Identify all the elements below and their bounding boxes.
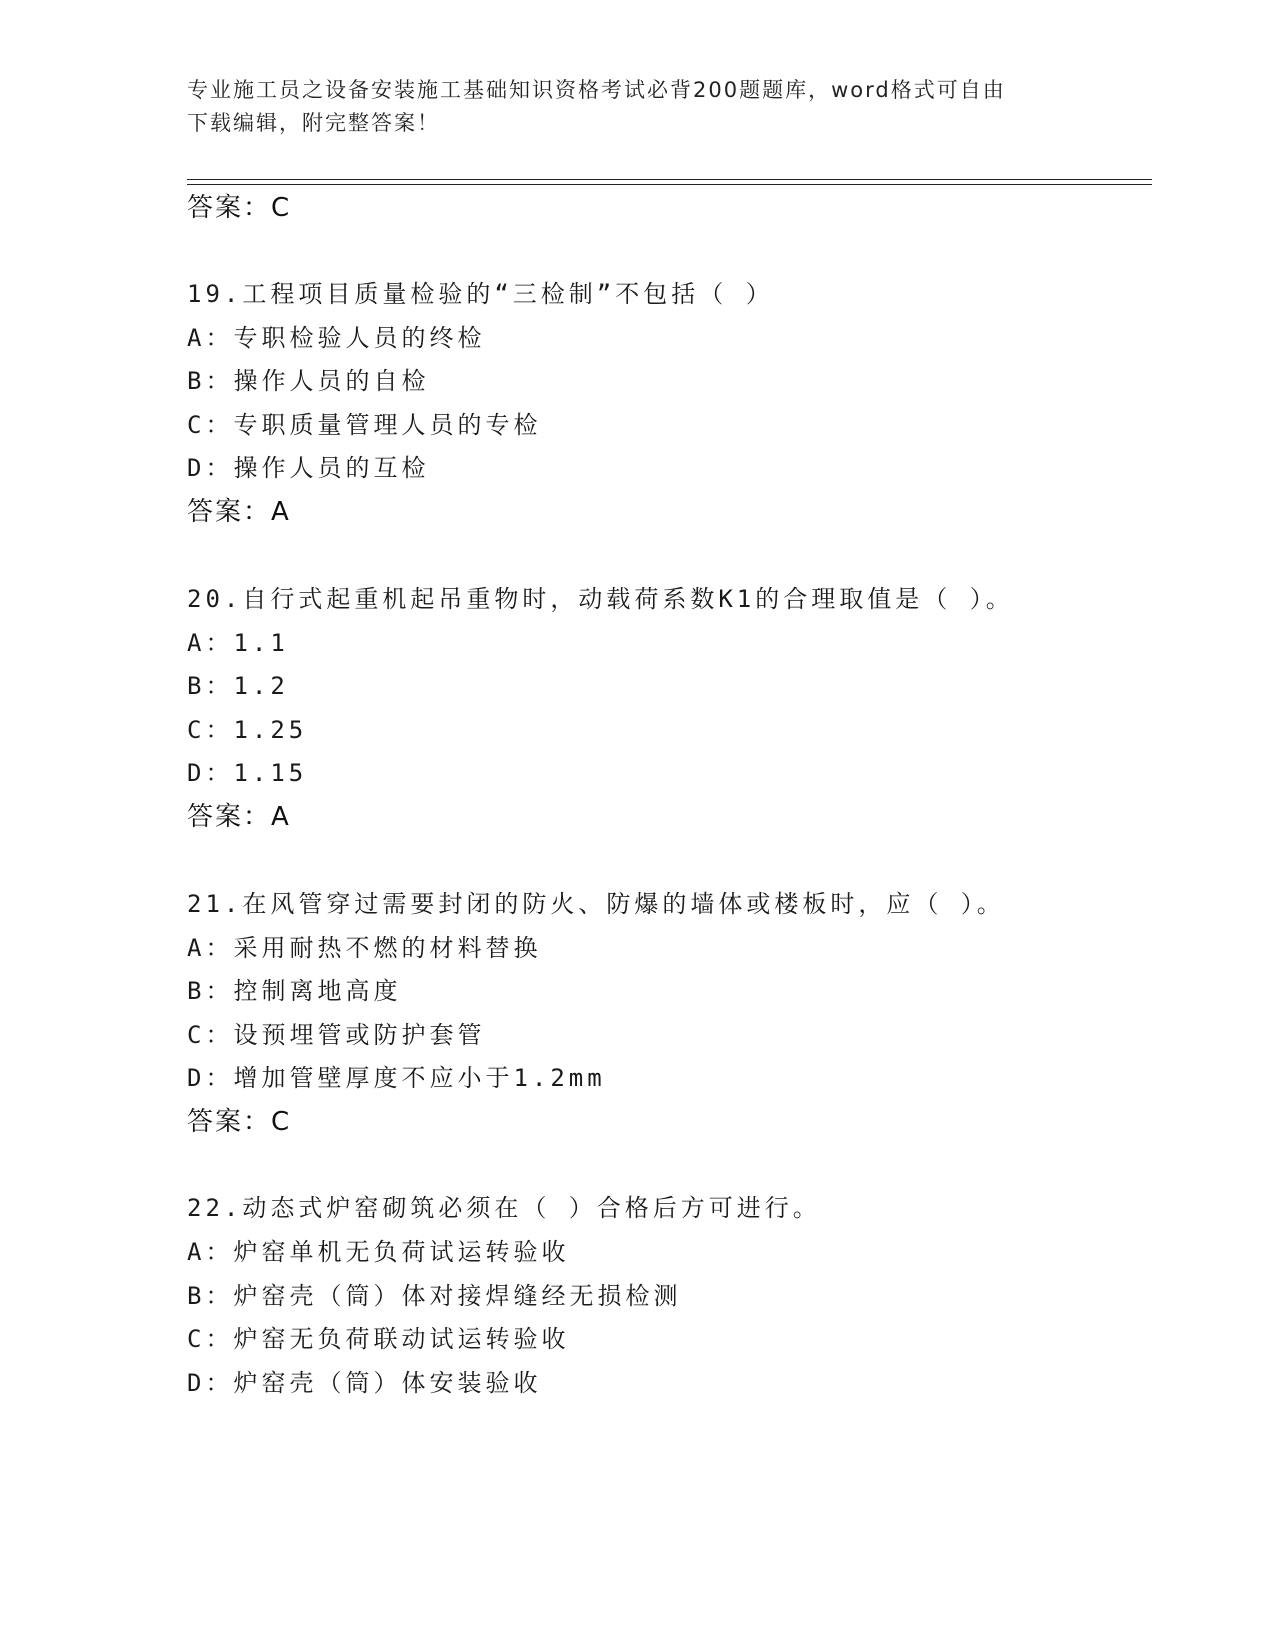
question-stem: 20.自行式起重机起吊重物时，动载荷系数K1的合理取值是（ ）。 [187,585,1014,613]
option-b: B：控制离地高度 [187,977,402,1005]
header-divider-top [187,179,1152,180]
option-a: A：1.1 [187,629,289,657]
option-c: C：炉窑无负荷联动试运转验收 [187,1325,570,1353]
document-header [187,74,1067,140]
question-stem: 21.在风管穿过需要封闭的防火、防爆的墙体或楼板时，应（ ）。 [187,890,1005,918]
previous-answer: 答案：C [187,193,292,223]
option-d: D：1.15 [187,759,308,787]
question-stem: 22.动态式炉窑砌筑必须在（ ）合格后方可进行。 [187,1194,821,1222]
option-a: A：专职检验人员的终检 [187,324,486,352]
answer: 答案：A [187,497,291,527]
header-line-1: 专业施工员之设备安装施工基础知识资格考试必背200题题库，word格式可自由 [187,78,1006,102]
option-d: D：炉窑壳（筒）体安装验收 [187,1369,542,1397]
answer: 答案：A [187,802,291,832]
answer: 答案：C [187,1107,292,1137]
option-b: B：1.2 [187,672,289,700]
option-a: A：炉窑单机无负荷试运转验收 [187,1238,570,1266]
option-b: B：操作人员的自检 [187,367,430,395]
option-d: D：操作人员的互检 [187,454,430,482]
option-c: C：1.25 [187,716,308,744]
header-line-2: 下载编辑，附完整答案！ [187,111,440,135]
option-a: A：采用耐热不燃的材料替换 [187,934,542,962]
header-divider-bottom [187,184,1152,185]
option-d: D：增加管壁厚度不应小于1.2mm [187,1064,606,1092]
option-c: C：专职质量管理人员的专检 [187,411,542,439]
option-b: B：炉窑壳（筒）体对接焊缝经无损检测 [187,1282,682,1310]
question-stem: 19.工程项目质量检验的“三检制”不包括（ ） [187,280,774,308]
option-c: C：设预埋管或防护套管 [187,1021,486,1049]
